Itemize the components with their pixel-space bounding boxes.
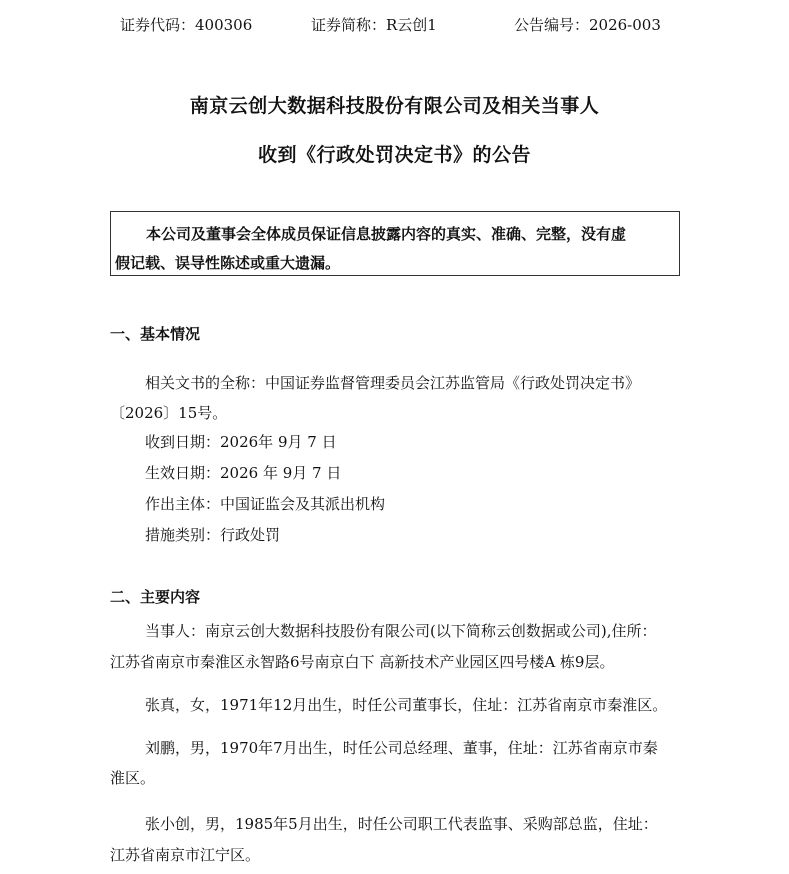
party-line-2: 江苏省南京市秦淮区永智路6号南京白下 高新技术产业园区四号楼A 栋9层。 (110, 653, 615, 671)
section-heading-main-content: 二、主要内容 (110, 588, 201, 606)
announcement-number: 公告编号：2026-003 (514, 16, 661, 34)
stock-code: 证券代码：400306 (120, 16, 253, 34)
page-title-line-1: 南京云创大数据科技股份有限公司及相关当事人 (189, 95, 600, 117)
person-zhang-zhen: 张真，女，1971年12月出生，时任公司董事长，住址：江苏省南京市秦淮区。 (145, 696, 668, 714)
measure-type: 措施类别：行政处罚 (145, 526, 281, 544)
stock-name: 证券简称：R云创1 (311, 16, 437, 34)
person-zhang-xiaochuang-line-2: 江苏省南京市江宁区。 (110, 846, 261, 864)
document-name-line-2: 〔2026〕15号。 (110, 404, 228, 422)
announcement-header (0, 14, 789, 36)
document-name-line-1: 相关文书的全称：中国证券监督管理委员会江苏监管局《行政处罚决定书》 (145, 374, 641, 392)
party-line-1: 当事人：南京云创大数据科技股份有限公司(以下简称云创数据或公司),住所： (145, 622, 657, 640)
person-liu-peng-line-2: 淮区。 (110, 769, 156, 787)
page-title-line-2: 收到《行政处罚决定书》的公告 (257, 144, 531, 166)
notice-text-line-1: 本公司及董事会全体成员保证信息披露内容的真实、准确、完整，没有虚 (146, 225, 627, 243)
issuing-authority: 作出主体：中国证监会及其派出机构 (145, 495, 386, 513)
disclosure-notice-box (110, 211, 680, 276)
person-zhang-xiaochuang-line-1: 张小创，男，1985年5月出生，时任公司职工代表监事、采购部总监，住址： (145, 815, 658, 833)
received-date: 收到日期：2026年 9月 7 日 (145, 433, 337, 451)
effective-date: 生效日期：2026 年 9月 7 日 (145, 464, 342, 482)
notice-text-line-2: 假记载、误导性陈述或重大遗漏。 (115, 254, 341, 272)
person-liu-peng-line-1: 刘鹏，男，1970年7月出生，时任公司总经理、董事，住址：江苏省南京市秦 (145, 739, 658, 757)
section-heading-basic-info: 一、基本情况 (110, 325, 201, 343)
